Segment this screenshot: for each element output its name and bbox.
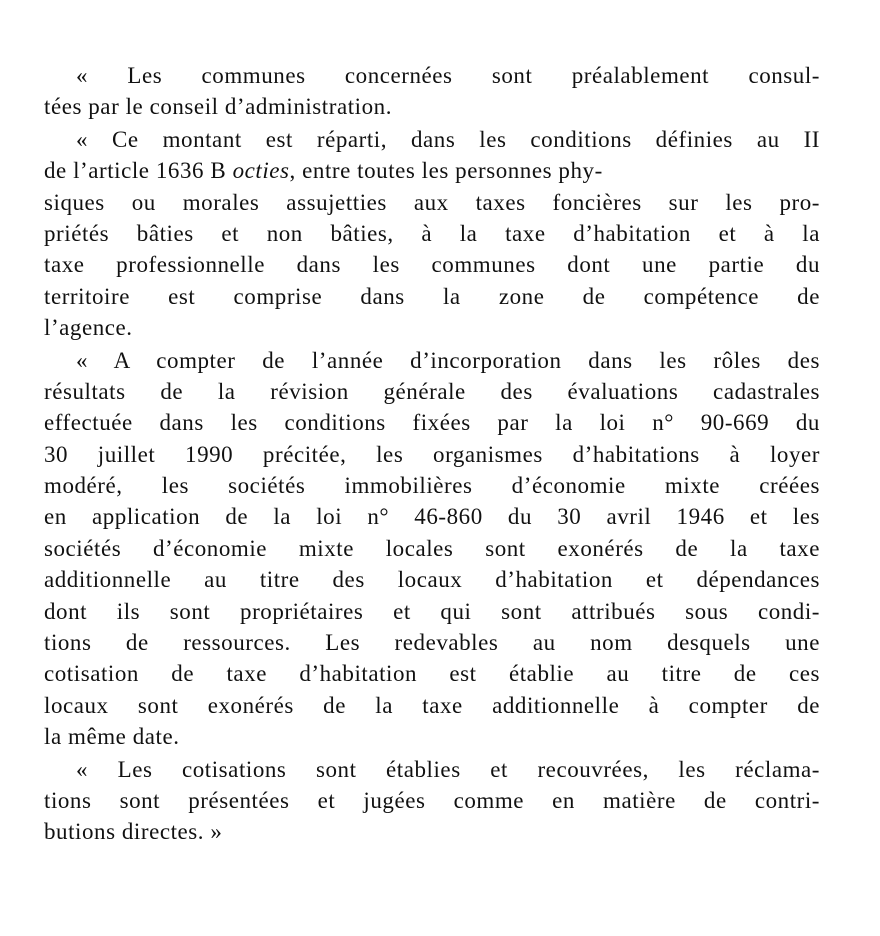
legal-text-body xyxy=(44,60,820,848)
text-line: « Les communes concernées sont préalablement consul- xyxy=(76,63,820,88)
paragraph-cotisations xyxy=(44,754,820,848)
text-line: la même date. xyxy=(44,724,180,750)
text-line: 30 juillet 1990 précitée, les organismes d’habitations à loyer xyxy=(44,441,820,467)
text-line: locaux sont exonérés de la taxe additionnelle à compter de xyxy=(44,692,820,718)
text-line: additionnelle au titre des locaux d’habitation et dépendances xyxy=(44,567,820,593)
text-line: cotisation de taxe d’habitation est établie au titre de ces xyxy=(44,661,820,687)
text-line: « Les cotisations sont établies et recouvrées, les réclama- xyxy=(76,756,820,782)
paragraph-communes-consultees xyxy=(44,60,820,123)
text-line: modéré, les sociétés immobilières d’économie mixte créées xyxy=(44,473,820,499)
text-line: « A compter de l’année d’incorporation dans les rôles des xyxy=(76,347,820,373)
text-line-article-reference xyxy=(44,155,820,186)
text-line: effectuée dans les conditions fixées par la loi n° 90-669 du xyxy=(44,410,820,436)
text-line: « Ce montant est réparti, dans les conditions définies au II xyxy=(76,126,820,152)
text-line: butions directes. » xyxy=(44,819,223,845)
article-suffix-italic: octies xyxy=(232,158,290,184)
text-line: siques ou morales assujetties aux taxes foncières sur les pro- xyxy=(44,189,820,215)
text-line: tées par le conseil d’administration. xyxy=(44,94,392,120)
text-line: sociétés d’économie mixte locales sont exonérés de la taxe xyxy=(44,535,820,561)
article-number: de l’article 1636 B xyxy=(44,158,227,184)
text-line: en application de la loi n° 46-860 du 30 avril 1946 et les xyxy=(44,504,820,530)
text-line: territoire est comprise dans la zone de compétence de xyxy=(44,283,820,309)
text-line: dont ils sont propriétaires et qui sont attribués sous condi- xyxy=(44,598,820,624)
text-line: tions de ressources. Les redevables au nom desquels une xyxy=(44,630,820,656)
text-line: tions sont présentées et jugées comme en matière de contri- xyxy=(44,787,820,813)
text-line-rest: , entre toutes les personnes phy- xyxy=(289,158,603,184)
text-line: taxe professionnelle dans les communes dont une partie du xyxy=(44,252,820,278)
paragraph-exoneration xyxy=(44,345,820,753)
paragraph-montant-reparti xyxy=(44,124,820,344)
text-line: résultats de la révision générale des évaluations cadastrales xyxy=(44,378,820,404)
text-line: l’agence. xyxy=(44,315,133,341)
text-line: priétés bâties et non bâties, à la taxe d’habitation et à la xyxy=(44,220,820,246)
